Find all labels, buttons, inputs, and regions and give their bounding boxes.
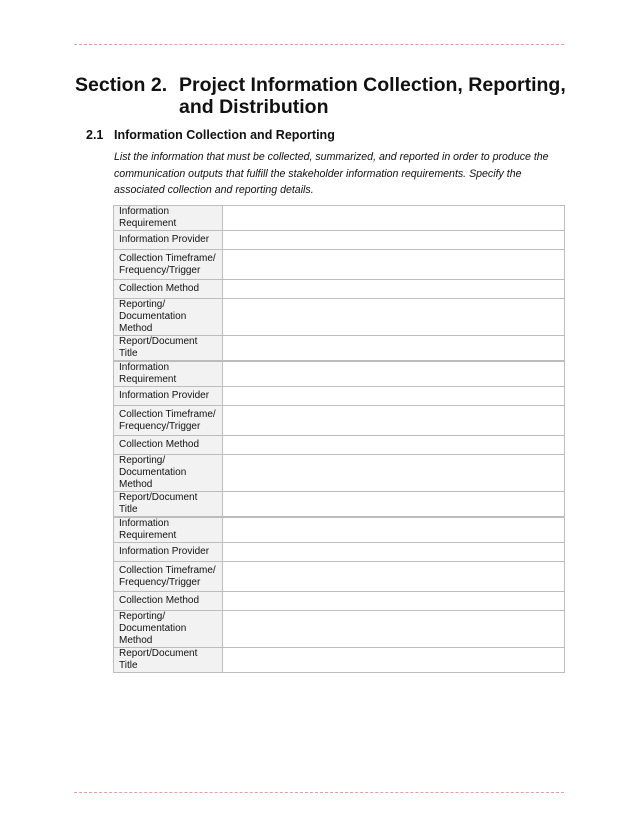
section-title-line1: Project Information Collection, Reporting, — [179, 74, 566, 96]
table-row — [114, 518, 565, 543]
row-label: Report/Document Title — [114, 648, 223, 673]
row-label: Information Requirement — [114, 518, 223, 543]
row-value-field[interactable] — [223, 250, 565, 280]
row-value-field[interactable] — [223, 336, 565, 361]
table-row — [114, 206, 565, 231]
table-row — [114, 299, 565, 336]
row-value-field[interactable] — [223, 299, 565, 336]
row-label: Information Provider — [114, 387, 223, 406]
table-row — [114, 231, 565, 250]
footer-rule — [74, 792, 564, 793]
row-value-field[interactable] — [223, 562, 565, 592]
table-row — [114, 455, 565, 492]
row-label: Information Provider — [114, 231, 223, 250]
table-row — [114, 492, 565, 517]
subsection-heading — [86, 128, 566, 142]
row-label: Collection Method — [114, 436, 223, 455]
row-value-field[interactable] — [223, 280, 565, 299]
section-title — [179, 74, 575, 118]
subsection-number: 2.1 — [86, 128, 104, 142]
row-label: Reporting/ Documentation Method — [114, 611, 223, 648]
row-label: Collection Timeframe/ Frequency/Trigger — [114, 562, 223, 592]
row-label: Collection Method — [114, 592, 223, 611]
section-number: Section 2. — [75, 74, 168, 96]
row-value-field[interactable] — [223, 436, 565, 455]
table-row — [114, 562, 565, 592]
info-collection-table-2 — [113, 361, 565, 517]
table-row — [114, 648, 565, 673]
table-row — [114, 362, 565, 387]
row-label: Collection Timeframe/ Frequency/Trigger — [114, 250, 223, 280]
info-collection-table-3 — [113, 517, 565, 673]
row-value-field[interactable] — [223, 611, 565, 648]
row-label: Collection Timeframe/ Frequency/Trigger — [114, 406, 223, 436]
table-row — [114, 436, 565, 455]
info-collection-table-1 — [113, 205, 565, 361]
row-value-field[interactable] — [223, 387, 565, 406]
row-value-field[interactable] — [223, 206, 565, 231]
row-label: Report/Document Title — [114, 336, 223, 361]
row-label: Information Requirement — [114, 362, 223, 387]
row-value-field[interactable] — [223, 231, 565, 250]
section-title-line2: and Distribution — [179, 96, 329, 118]
section-heading — [75, 74, 575, 118]
row-label: Information Requirement — [114, 206, 223, 231]
row-value-field[interactable] — [223, 492, 565, 517]
subsection-title: Information Collection and Reporting — [114, 128, 335, 142]
row-label: Reporting/ Documentation Method — [114, 299, 223, 336]
row-label: Report/Document Title — [114, 492, 223, 517]
table-row — [114, 250, 565, 280]
table-row — [114, 387, 565, 406]
row-value-field[interactable] — [223, 543, 565, 562]
table-row — [114, 592, 565, 611]
row-label: Collection Method — [114, 280, 223, 299]
header-rule — [74, 44, 564, 45]
row-label: Reporting/ Documentation Method — [114, 455, 223, 492]
row-label: Information Provider — [114, 543, 223, 562]
table-row — [114, 611, 565, 648]
table-row — [114, 406, 565, 436]
row-value-field[interactable] — [223, 406, 565, 436]
row-value-field[interactable] — [223, 592, 565, 611]
row-value-field[interactable] — [223, 518, 565, 543]
row-value-field[interactable] — [223, 455, 565, 492]
instructions-text: List the information that must be collected, summarized, and reported in order to produce the communication outputs that fulfill the stakeholder information requirements. Specify the associated collection and reporting details. — [114, 151, 549, 196]
row-value-field[interactable] — [223, 362, 565, 387]
row-value-field[interactable] — [223, 648, 565, 673]
table-row — [114, 543, 565, 562]
table-row — [114, 336, 565, 361]
table-row — [114, 280, 565, 299]
